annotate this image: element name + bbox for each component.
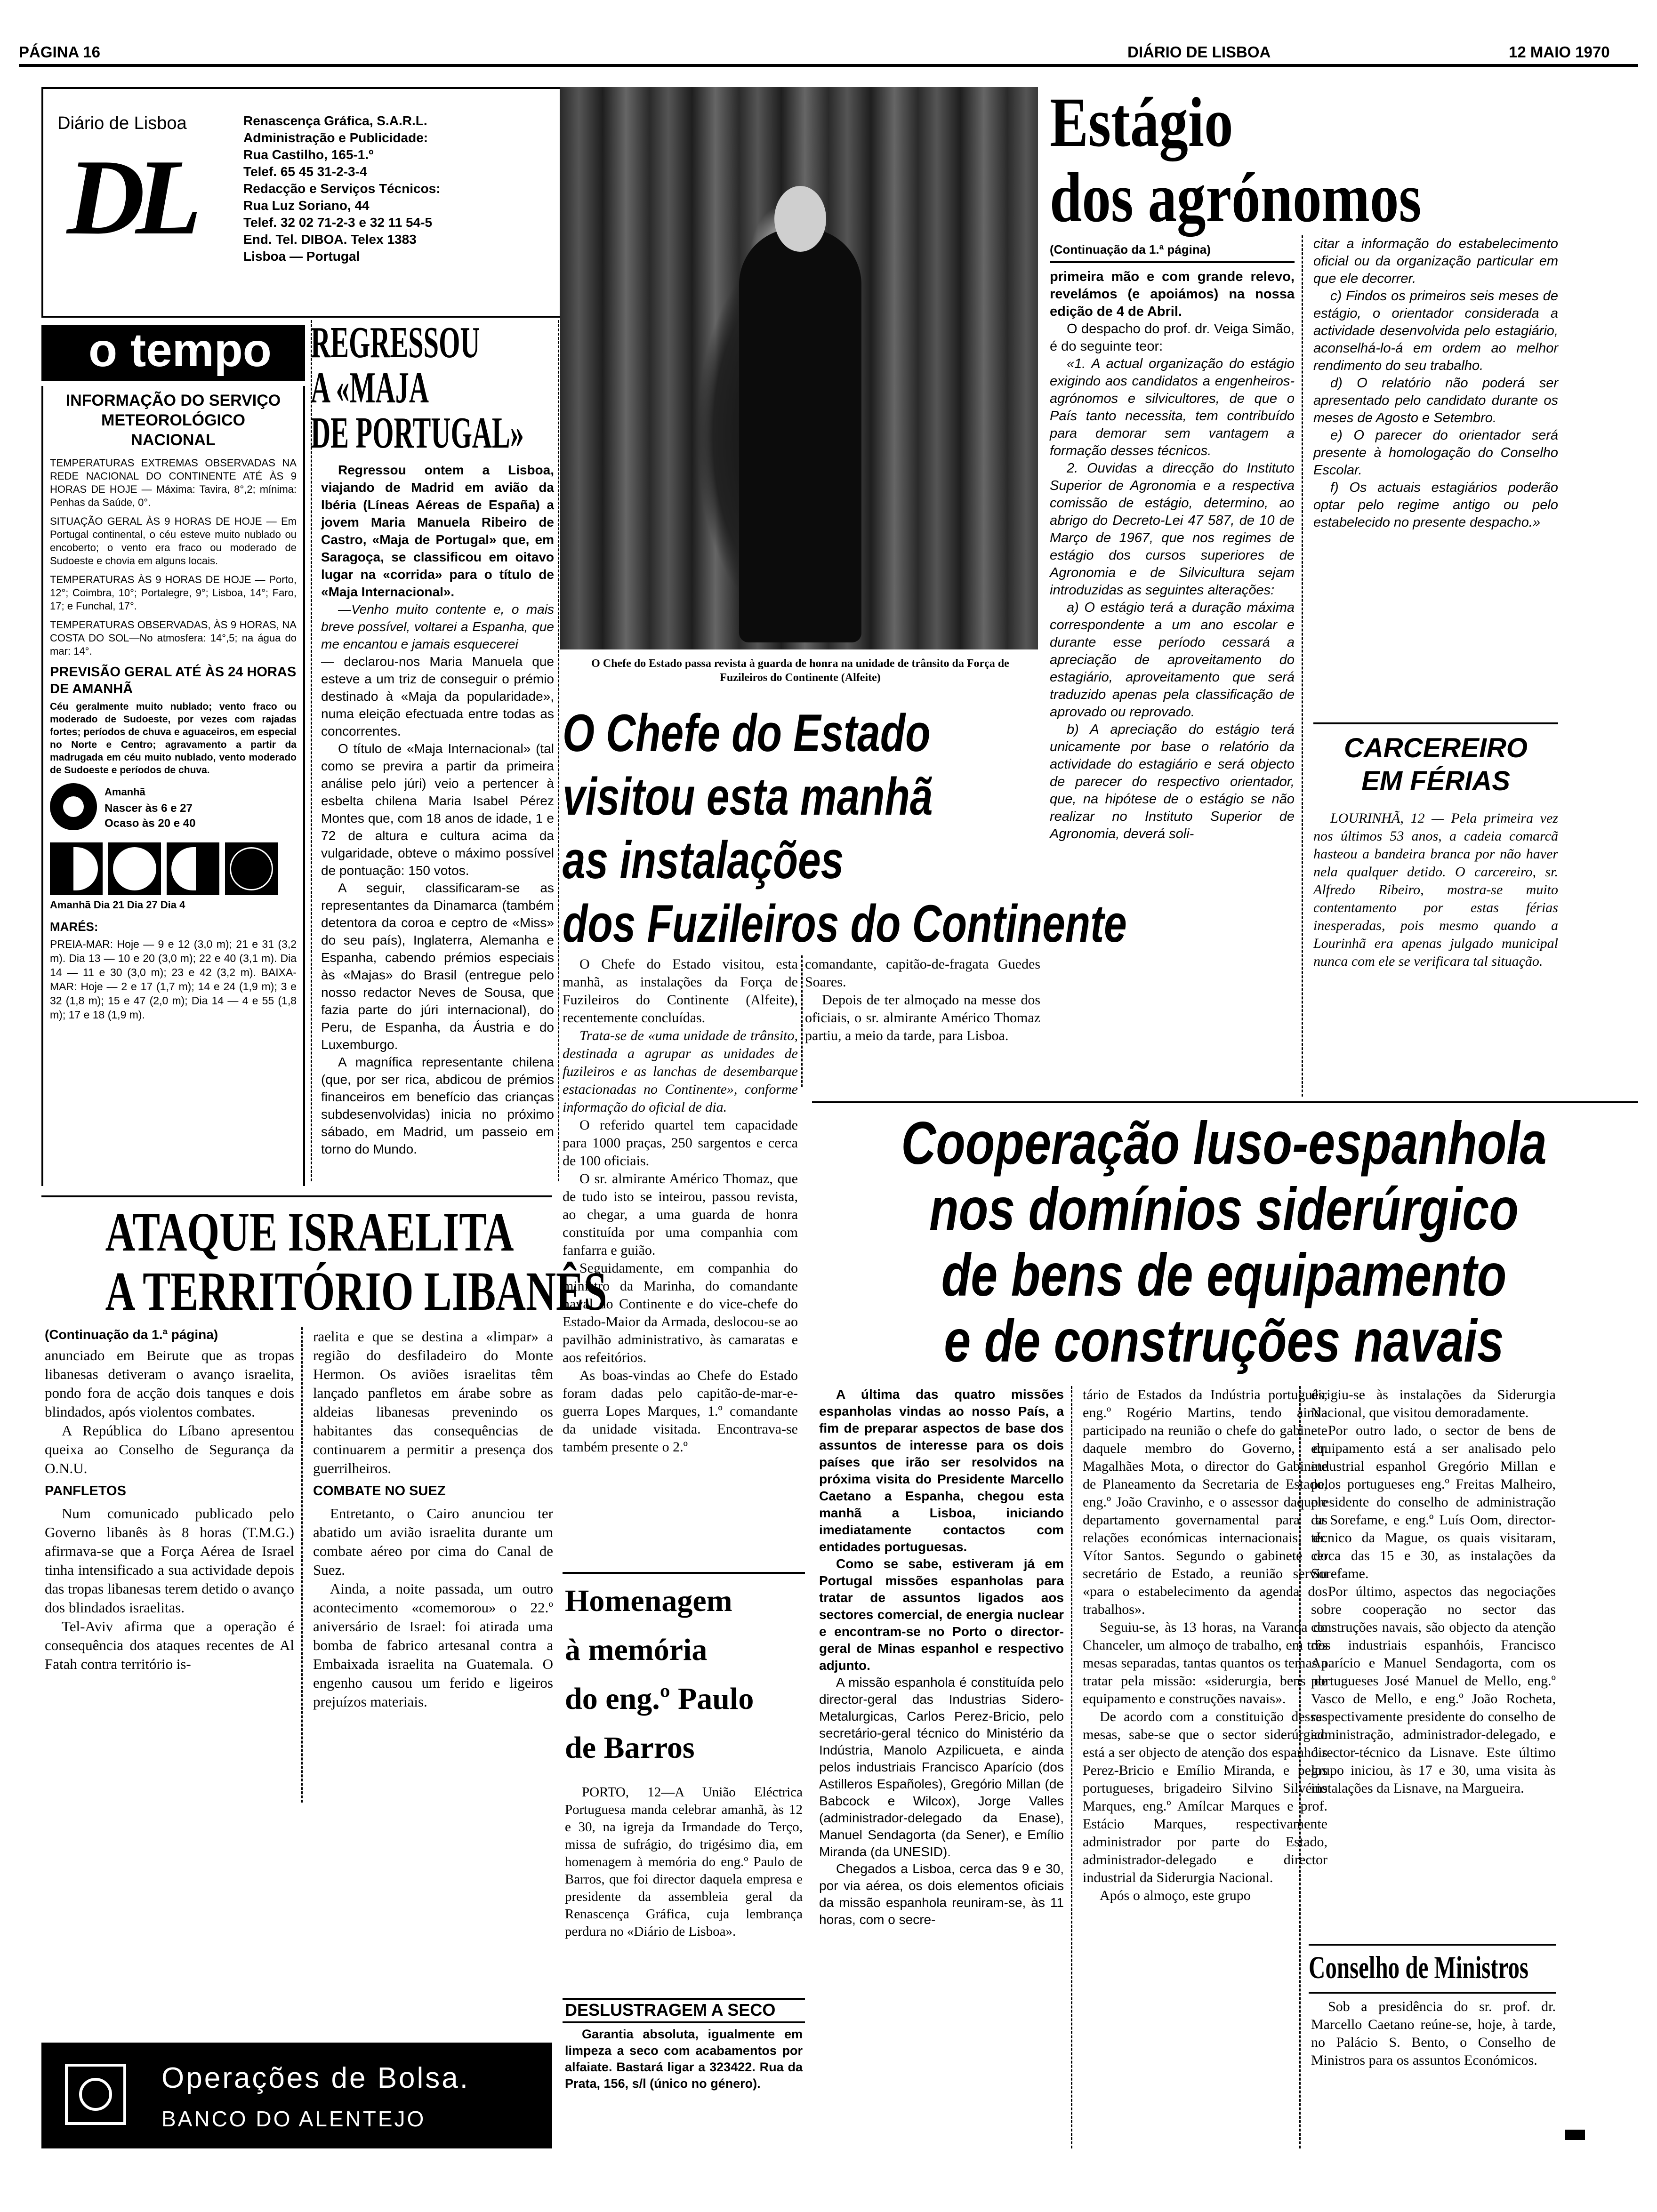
- cooperacao-paragraph: Por outro lado, o sector de bens de equipamento está a ser analisado pelo industrial espanhol Gregório Millan e pelos portugueses eng.º Freitas Malheiro, presidente do conselho de administração da Sorefame, e eng.º Luís Oom, director-técnico da Mague, os quais visitaram, cerca das 15 e 30, as instalações da Sorefame.: [1311, 1423, 1556, 1581]
- conselho-body: Sob a presidência do sr. prof. dr. Marcello Caetano reúne-se, hoje, à tarde, no Palácio S. Bento, o Conselho de Ministros para os assuntos Económicos.: [1311, 1999, 1556, 2068]
- sun-icon-core: [63, 796, 84, 817]
- estagio-paragraph: e) O parecer do orientador será presente à homologação do Conselho Escolar.: [1313, 428, 1558, 478]
- regressou-paragraph: O título de «Maja Internacional» (tal como se previra a partir da primeira análise pelo júri) veio a pertencer à esbelta chilena Maria Isabel Pérez Montes que, com 18 anos de idade, 1 e 72 de altura e cultura acima da vulgaridade, obteve o máximo possível de pontuação: 150 votos.: [321, 741, 554, 878]
- carcereiro-title: [1313, 732, 1558, 798]
- cooperacao-paragraph: Por último, aspectos das negociações sobre cooperação no sector das construções navais, são objecto da atenção dos industriais espanhóis, Francisco Aparício e Manuel Sendagorta, com os portugueses José Manuel de Mello, eng.º Vasco de Mello, e eng.º João Rocheta, respectivamente presidente do conselho de administração, administrador-delegado, e director-técnico da Lisnave. Este último grupo iniciou, às 17 e 30, uma visita às instalações da Lisnave, na Margueira.: [1311, 1584, 1556, 1796]
- ataque-subhead: PANFLETOS: [45, 1483, 126, 1499]
- carcereiro-title-line: CARCEREIRO: [1344, 733, 1528, 763]
- column-rule: [801, 955, 803, 1087]
- chefe-column-2: [805, 955, 1040, 1045]
- regressou-title: [311, 318, 524, 457]
- sun-block: [50, 783, 297, 840]
- ataque-paragraph: Tel-Aviv afirma que a operação é consequência dos ataques recentes de Al Fatah contra território is-: [45, 1618, 294, 1672]
- regressou-paragraph: A magnífica representante chilena (que, por ser rica, abdicou de prémios financeiros em benefício das crianças subdesenvolvidas) inicia no próximo sábado, em Madrid, um passeio em torno do Mundo.: [321, 1055, 554, 1156]
- cooperacao-paragraph: De acordo com a constituição dessas mesas, sabe-se que o sector siderúrgico está a ser objecto de atenção dos espanhóis Perez-Bricio e Emílio Miranda, e pelos portugueses, brigadeiro Silvino Silvério Marques, eng.º Amílcar Marques e prof. Estácio Marques, respectivamente administrador por parte do Estado, administrador-delegado e director industrial da Siderurgia Nacional.: [1083, 1709, 1327, 1885]
- cooperacao-title-line: nos domínios siderúrgico: [929, 1176, 1519, 1243]
- ataque-paragraph: Entretanto, o Cairo anunciou ter abatido um avião israelita durante um combate aéreo por cima do Canal de Suez.: [313, 1505, 553, 1578]
- masthead-line: Rua Castilho, 165-1.º: [243, 147, 374, 162]
- regressou-paragraph: — declarou-nos Maria Manuela que esteve a um triz de conseguir o prémio destinado à «Maja da popularidade», numa eleição efectuada entre todas as concorrentes.: [321, 654, 554, 738]
- ataque-paragraph: Ainda, a noite passada, um outro acontecimento «comemorou» o 22.º aniversário de Israel: foi atirada uma bomba de fabrico artesanal contra a Embaixada israelita na Guatemala. O engenho causou um ferido e ligeiros prejuízos materiais.: [313, 1580, 553, 1710]
- section-rule: [563, 2021, 805, 2023]
- estagio-paragraph: citar a informação do estabelecimento oficial ou da organização particular em que ele decorrer.: [1313, 236, 1558, 286]
- cooperacao-paragraph: Após o almoço, este grupo: [1100, 1888, 1251, 1903]
- moon-phases: [50, 842, 297, 895]
- photo-chefe-estado: [560, 87, 1038, 649]
- masthead-line: Telef. 32 02 71-2-3 e 32 11 54-5: [243, 215, 433, 230]
- chefe-title-line: visitou esta manhã: [563, 767, 933, 826]
- page-number: PÁGINA 16: [19, 43, 100, 61]
- tempo-badge-text: o tempo: [88, 324, 272, 377]
- tempo-paragraph: SITUAÇÃO GERAL ÀS 9 HORAS DE HOJE — Em Portugal continental, o céu esteve muito nublado ou encoberto; o vento era fraco ou moderado de Sudoeste e chovia em alguns locais.: [50, 515, 297, 567]
- chefe-paragraph: Seguidamente, em companhia do ministro da Marinha, do comandante naval do Continente e do vice-chefe do Estado-Maior da Armada, deslocou-se ao pavilhão administrativo, às camaratas e aos refeitórios.: [563, 1260, 798, 1365]
- homenagem-title-line: de Barros: [565, 1731, 695, 1765]
- photo-caption: O Chefe do Estado passa revista à guarda de honra na unidade de trânsito da Força de Fuzileiros do Continente (Alfeite): [591, 657, 1009, 684]
- estagio-paragraph: b) A apreciação do estágio terá unicamente por base o relatório da actividade do estagiário e será objecto de parecer do respectivo orientador, que, na hipótese de o estágio se não realizar no Instituto Superior de Agronomia, deverá soli-: [1050, 722, 1295, 842]
- cooperacao-paragraph: Como se sabe, estiveram já em Portugal missões espanholas para tratar de assuntos ligados aos sectores comercial, de energia nuclear e encontram-se no Porto o director-geral de Minas espanhol e respectivo adjunto.: [819, 1556, 1064, 1673]
- cooperacao-paragraph: dirigiu-se às instalações da Siderurgia Nacional, que visitou demoradamente.: [1311, 1387, 1556, 1420]
- chefe-paragraph: O sr. almirante Américo Thomaz, que de tudo isto se inteirou, passou revista, ao chegar, a uma guarda de honra constituída por uma companhia com fanfarra e guião.: [563, 1171, 798, 1258]
- section-rule: [41, 1195, 552, 1197]
- sun-label: Amanhã: [105, 786, 145, 798]
- deslustragem-title: DESLUSTRAGEM A SECO: [565, 2000, 776, 2020]
- photo-face: [774, 186, 826, 252]
- cooperacao-title-line: e de construções navais: [944, 1307, 1504, 1375]
- ataque-column-2: [313, 1327, 553, 1711]
- column-rule: [311, 320, 312, 1181]
- bank-logo-inner: [79, 2078, 112, 2111]
- estagio-title-line: dos agrónomos: [1050, 159, 1422, 237]
- carcereiro-title-line: EM FÉRIAS: [1361, 766, 1510, 796]
- ataque-paragraph: raelita e que se destina a «limpar» a região do desfiladeiro do Monte Hermon. Os aviões israelitas têm lançado panfletos em árabe sobre as aldeias libanesas prevenindo os habitantes das consequências de continuarem a permitir a presença dos guerrilheiros.: [313, 1328, 553, 1476]
- regressou-quote: —Venho muito contente e, o mais breve possível, voltarei a Espanha, que me encantou e jamais esquecerei: [321, 602, 554, 651]
- chefe-paragraph: comandante, capitão-de-fragata Guedes Soares.: [805, 956, 1040, 990]
- estagio-paragraph: f) Os actuais estagiários poderão optar pelo regime antigo ou pelo estabelecido no presente despacho.»: [1313, 480, 1558, 530]
- section-rule: [812, 1101, 1638, 1103]
- chefe-paragraph: O referido quartel tem capacidade para 1000 praças, 250 sargentos e cerca de 100 oficiais.: [563, 1117, 798, 1169]
- regressou-title-line: DE PORTUGAL»: [311, 409, 524, 457]
- bank-name: BANCO DO ALENTEJO: [161, 2107, 426, 2131]
- tempo-badge: [41, 325, 305, 381]
- dl-logo: DL: [67, 137, 193, 257]
- ataque-subhead: COMBATE NO SUEZ: [313, 1483, 446, 1499]
- chefe-paragraph: As boas-vindas ao Chefe do Estado foram dadas pelo capitão-de-mar-e-guerra Lopes Marques, 1.º comandante da unidade visitada. Encontrava-se também presente o 2.º: [563, 1368, 798, 1455]
- homenagem-title: [565, 1577, 805, 1772]
- section-rule: [563, 1998, 805, 2000]
- mares-title: MARÉS:: [50, 920, 98, 934]
- bolsa-title: Operações de Bolsa.: [161, 2062, 470, 2094]
- estagio-paragraph: d) O relatório não poderá ser apresentado pelo candidato durante os meses de Agosto e Setembro.: [1313, 376, 1558, 425]
- regressou-body: [321, 461, 554, 1158]
- photo-figure: [739, 228, 861, 642]
- column-rule: [1299, 1386, 1301, 2148]
- ataque-title-line: ATAQUE ISRAELITA: [105, 1201, 514, 1263]
- moon-phase-icon: [167, 842, 219, 895]
- tempo-heading: INFORMAÇÃO DO SERVIÇO METEOROLÓGICO NACIONAL: [65, 392, 281, 449]
- estagio-paragraph: O despacho do prof. dr. Veiga Simão, é do seguinte teor:: [1050, 321, 1295, 354]
- ataque-paragraph: A República do Líbano apresentou queixa ao Conselho de Segurança da O.N.U.: [45, 1422, 294, 1476]
- chefe-title-line: dos Fuzileiros do Continente: [563, 894, 1127, 953]
- deslustragem-body: Garantia absoluta, igualmente em limpeza a seco com acabamentos por alfaiate. Bastará ligar a 323422. Rua da Prata, 156, s/l (único no género).: [565, 2027, 803, 2091]
- ataque-column-1: [45, 1346, 294, 1674]
- masthead-line: End. Tel. DIBOA. Telex 1383: [243, 232, 417, 247]
- forecast-text: Céu geralmente muito nublado; vento fraco ou moderado de Sudoeste, por vezes com rajadas fortes; períodos de chuva e aguaceiros, em especial no Norte e Centro; agravamento a partir da madrugada em céu muito nublado, vento moderado de Sudoeste e períodos de chuva.: [50, 701, 297, 776]
- sun-rise: Nascer às 6 e 27: [105, 802, 193, 815]
- column-rule: [301, 1327, 303, 1803]
- masthead-line: Administração e Publicidade:: [243, 130, 428, 145]
- masthead-name: Diário de Lisboa: [57, 113, 187, 133]
- header-rule: [19, 64, 1638, 67]
- cooperacao-column-2: [1083, 1386, 1327, 1905]
- forecast-title: PREVISÃO GERAL ATÉ ÀS 24 HORAS DE AMANHÃ: [50, 665, 297, 697]
- cooperacao-paragraph: Seguiu-se, às 13 horas, na Varanda do Chanceler, um almoço de trabalho, em três mesas separadas, tantas quantos os temas a tratar pela missão: «siderurgia, bens de equipamento e construções navais».: [1083, 1619, 1327, 1707]
- ataque-title-line: A TERRITÓRIO LIBANÊS: [105, 1260, 607, 1322]
- masthead-line: Lisboa — Portugal: [243, 249, 360, 264]
- regressou-lead: Regressou ontem a Lisboa, viajando de Madrid em avião da Ibéria (Líneas Aéreas de España) a jovem Maria Manuela Ribeiro de Castro, «Maja de Portugal» que, em Saragoça, se classificou em oitavo lugar na «corrida» para o título de «Maja Internacional».: [321, 463, 554, 599]
- chefe-paragraph: Trata-se de «uma unidade de trânsito, destinada a agrupar as unidades de fuzileiros e as lanchas de desembarque estacionadas no Continente», conforme informação do oficial de dia.: [563, 1028, 798, 1115]
- estagio-title: [1050, 85, 1536, 235]
- cooperacao-paragraph: A última das quatro missões espanholas vindas ao nosso País, a fim de preparar aspectos de base dos assuntos de interesse para os dois países que irão ser resolvidos na próxima visita do Presidente Marcello Caetano a Espanha, chegou esta manhã a Lisboa, iniciando imediatamente contactos com entidades portuguesas.: [819, 1387, 1064, 1554]
- bolsa-banner: [41, 2043, 552, 2148]
- ataque-continuation: (Continuação da 1.ª página): [45, 1327, 218, 1342]
- cooperacao-paragraph: tário de Estados da Indústria português, eng.º Rogério Martins, tendo ainda participado na reunião o chefe do gabinete daquele membro do Governo, dr. Magalhães Mota, o director do Gabinete de Planeamento da Secretaria de Estado, eng.º João Cravinho, e o assessor daquele departamento governamental para as relações económicas internacionais, dr. Vítor Santos. Segundo o gabinete do secretário de Estado, a reunião serviu «para o estabelecimento da agenda dos trabalhos».: [1083, 1387, 1327, 1617]
- masthead-line: Telef. 65 45 31-2-3-4: [243, 164, 367, 179]
- estagio-paragraph: c) Findos os primeiros seis meses de estágio, o orientador considerada a actividade desenvolvida pelo estagiário, aconselhá-lo-á em ordem ao melhor rendimento do seu trabalho.: [1313, 289, 1558, 373]
- conselho-title: Conselho de Ministros: [1309, 1949, 1528, 1985]
- tempo-column: [41, 386, 305, 1186]
- tempo-paragraph: TEMPERATURAS EXTREMAS OBSERVADAS NA REDE NACIONAL DO CONTINENTE ATÉ ÀS 9 HORAS DE HOJE — Máxima: Tavira, 8°,2; mínima: Penhas da Saúde, 0°.: [50, 457, 297, 508]
- masthead-line: Renascença Gráfica, S.A.R.L.: [243, 113, 427, 128]
- regressou-title-line: A «MAJA: [311, 363, 429, 412]
- regressou-article: [311, 320, 555, 1181]
- section-rule: [1309, 1944, 1556, 1946]
- section-rule: [1309, 1992, 1556, 1994]
- estagio-paragraph: primeira mão e com grande relevo, revelámos (e apoiámos) na nossa edição de 4 de Abril.: [1050, 269, 1295, 319]
- homenagem-title-line: à memória: [565, 1633, 708, 1667]
- corner-mark: [1565, 2130, 1585, 2140]
- moon-phase-icon: [108, 842, 161, 895]
- cooperacao-title-line: de bens de equipamento: [941, 1242, 1507, 1309]
- masthead-details: [243, 112, 441, 265]
- homenagem-title-line: Homenagem: [565, 1584, 732, 1618]
- section-rule: [1313, 722, 1558, 724]
- estagio-column-1: [1050, 268, 1295, 843]
- masthead-line: Rua Luz Soriano, 44: [243, 198, 370, 213]
- cooperacao-title: [800, 1111, 1648, 1374]
- chefe-paragraph: O Chefe do Estado visitou, esta manhã, as instalações da Força de Fuzileiros do Continente (Alfeite), recentemente concluídas.: [563, 956, 798, 1026]
- estagio-column-2: [1313, 235, 1558, 531]
- bank-logo-icon: [65, 2064, 126, 2125]
- homenagem-title-line: do eng.º Paulo: [565, 1682, 754, 1716]
- estagio-continuation: (Continuação da 1.ª página): [1050, 242, 1211, 256]
- moon-phase-icon: [225, 842, 278, 895]
- estagio-paragraph: a) O estágio terá a duração máxima correspondente a um ano escolar e durante esse período cessará a apreciação de aproveitamento do estagiário, aproveitamento que será traduzido apenas pela classificação de aprovado ou reprovado.: [1050, 600, 1295, 720]
- chefe-paragraph: Depois de ter almoçado na messe dos oficiais, o sr. almirante Américo Thomaz partiu, a meio da tarde, para Lisboa.: [805, 992, 1040, 1043]
- cooperacao-paragraph: Chegados a Lisboa, cerca das 9 e 30, por via aérea, os dois elementos oficiais da missão espanhola reuniram-se, às 11 horas, com o secre-: [819, 1861, 1064, 1927]
- estagio-title-line: Estágio: [1050, 83, 1233, 161]
- ataque-paragraph: Num comunicado publicado pelo Governo libanês às 8 horas (T.M.G.) afirmava-se que a Força Aérea de Israel tinha intensificado a sua actividade depois das tropas libanesas terem detido o avanço dos blindados israelitas.: [45, 1505, 294, 1616]
- cooperacao-paragraph: A missão espanhola é constituída pelo director-geral das Industrias Sidero-Metalurgicas, Carlos Perez-Bricio, pelo secretário-geral técnico do Ministério da Indústria, Manolo Azpilicueta, e ainda pelos industriais Francisco Aparício (dos Astilleros Españoles), Gregório Millan (de Babcock e Wilcox), Jorge Valles (administrador-delegado da Enase), Manuel Sendagorta (da Sener), e Emílio Miranda (da UNESID).: [819, 1675, 1064, 1859]
- ataque-paragraph: anunciado em Beirute que as tropas libanesas detiveram o avanço israelita, pondo fora de acção dois tanques e dois blindados, após violentos combates.: [45, 1347, 294, 1420]
- estagio-paragraph: 2. Ouvidas a direcção do Instituto Superior de Agronomia e a respectiva comissão de estágio, determino, ao abrigo do Decreto-Lei 47 587, de 10 de Março de 1967, que nos regimes de estágio dos cursos superiores de Agronomia e de Silvicultura sejam introduzidas as seguintes alterações:: [1050, 461, 1295, 598]
- tempo-paragraph: TEMPERATURAS ÀS 9 HORAS DE HOJE — Porto, 12°; Coimbra, 10°; Portalegre, 9°; Lisboa, 14°; Faro, 17; e Funchal, 17°.: [50, 574, 297, 612]
- tempo-text: [50, 457, 297, 658]
- chefe-title-line: O Chefe do Estado: [563, 704, 931, 762]
- moon-days: Amanhã Dia 21 Dia 27 Dia 4: [50, 899, 185, 911]
- homenagem-body: PORTO, 12—A União Eléctrica Portuguesa manda celebrar amanhã, às 12 e 30, na igreja da Irmandade do Terço, missa de sufrágio, do trigésimo dia, em homenagem à memória do eng.º Paulo de Barros, que foi director daquela empresa e presidente da assembleia geral da Renascença Gráfica, cuja lembrança perdura no «Diário de Lisboa».: [565, 1785, 803, 1939]
- column-rule: [1071, 1386, 1072, 2148]
- chefe-title-line: as instalações: [563, 831, 844, 890]
- cooperacao-column-3: [1311, 1386, 1556, 1797]
- cooperacao-title-line: Cooperação luso-espanhola: [901, 1110, 1547, 1177]
- column-rule: [1302, 235, 1303, 1097]
- mares-text: PREIA-MAR: Hoje — 9 e 12 (3,0 m); 21 e 31 (3,2 m). Dia 13 — 10 e 20 (3,0 m); 22 e 40 (3,1 m). Dia 14 — 11 e 30 (3,0 m); 23 e 42 (3,2 m). BAIXA-MAR: Hoje — 2 e 17 (1,7 m); 14 e 24 (1,9 m); 3 e 32 (1,8 m); 15 e 47 (2,0 m); Dia 14 — 4 e 55 (1,8 m); 17 e 18 (1,9 m).: [50, 938, 297, 1021]
- column-rule: [558, 320, 559, 1181]
- cooperacao-column-1: [819, 1386, 1064, 1928]
- chefe-title: [563, 701, 1127, 955]
- tempo-paragraph: TEMPERATURAS OBSERVADAS, ÀS 9 HORAS, NA COSTA DO SOL—No atmosfera: 14°,5; na água do mar: 14°.: [50, 619, 297, 657]
- section-rule: [563, 1572, 805, 1574]
- sun-icon: [50, 783, 97, 830]
- carcereiro-body: LOURINHÃ, 12 — Pela primeira vez nos últimos 53 anos, a cadeia comarcã hasteou a bandeira branca por não haver nela qualquer detido. O carcereiro, sr. Alfredo Ribeiro, mostra-se muito contentamento por estas férias inesperadas, pois mesmo quando a Lourinhã era apenas julgado municipal nunca com ele se verificara tal situação.: [1313, 810, 1558, 969]
- paper-name: DIÁRIO DE LISBOA: [1127, 43, 1271, 61]
- sun-set: Ocaso às 20 e 40: [105, 817, 196, 830]
- moon-phase-icon: [50, 842, 103, 895]
- masthead-line: Redacção e Serviços Técnicos:: [243, 181, 441, 196]
- ataque-title: [41, 1201, 607, 1322]
- issue-date: 12 MAIO 1970: [1509, 43, 1610, 61]
- estagio-paragraph: «1. A actual organização do estágio exigindo aos candidatos a engenheiros-agrónomos e silvicultores, de que o País tanto necessita, tem contribuído para demorar sem vantagem a formação desses técnicos.: [1050, 356, 1295, 458]
- regressou-title-line: REGRESSOU: [311, 318, 480, 367]
- chefe-column-1: [563, 955, 798, 1456]
- masthead-box: [41, 87, 562, 318]
- regressou-paragraph: A seguir, classificaram-se as representantes da Dinamarca (também detentora da coroa e ceptro de «Miss» do seu país), Inglaterra, Alemanha e Espanha, cabendo prémios especiais às «Majas» do Brasil (entregue pelo nosso redactor Neves de Sousa, que fazia parte do júri internacional), do Peru, de Espanha, da Áustria e do Luxemburgo.: [321, 881, 554, 1052]
- section-rule: [1050, 261, 1295, 263]
